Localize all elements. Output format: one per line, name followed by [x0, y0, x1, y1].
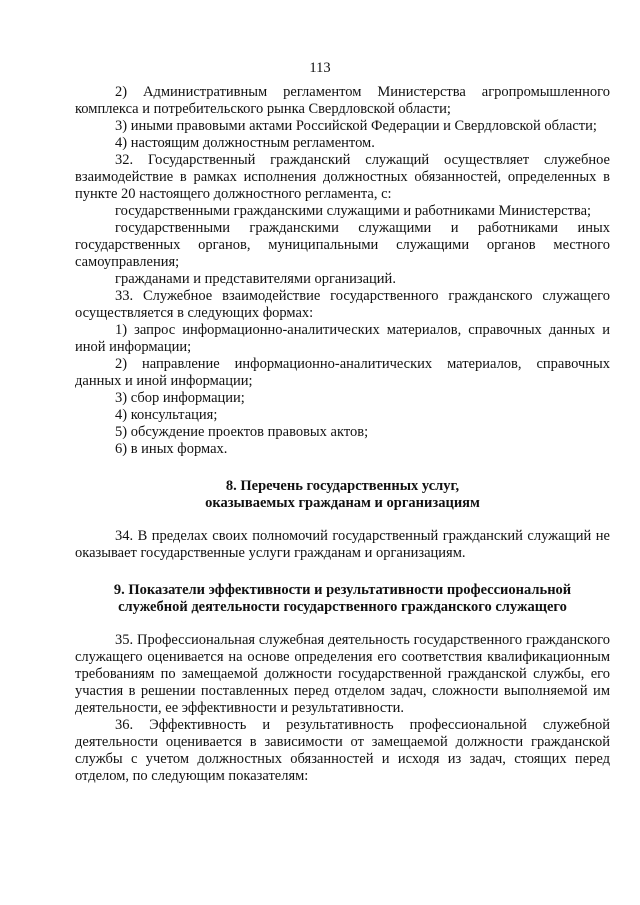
- paragraph-36: 36. Эффективность и результативность профессиональной служебной деятельности оценивается в зависимости от замещаемой должности гражданской службы с учетом должностных обязанностей и исходя из задач, стоящих перед отделом, по следующим показателям:: [75, 717, 610, 784]
- paragraph-32-item-a: государственными гражданскими служащими и работниками Министерства;: [115, 203, 592, 219]
- paragraph-32-item-c: гражданами и представителями организаций.: [115, 271, 396, 287]
- paragraph-35: 35. Профессиональная служебная деятельность государственного гражданского служащего оценивается на основе определения его соответствия квалификационным требованиям по замещаемой должности государственной гражданской службы, его участия в решении поставленных перед отделом задач, сложности выполняемой им деятельности, ее эффективности и результативности.: [75, 632, 610, 716]
- section-8-heading-line-1: 8. Перечень государственных услуг,: [225, 478, 460, 494]
- paragraph-32-item-b: государственными гражданскими служащими и работниками иных государственных органов, муниципальными служащими органов местного самоуправления;: [75, 220, 610, 270]
- paragraph-33-item-2: 2) направление информационно-аналитических материалов, справочных данных и иной информации;: [75, 356, 610, 389]
- section-9-heading-line-1: 9. Показатели эффективности и результативности профессиональной: [113, 582, 572, 598]
- section-8-heading-line-2: оказываемых гражданам и организациям: [205, 495, 480, 511]
- paragraph-item-4: 4) настоящим должностным регламентом.: [115, 135, 375, 151]
- paragraph-33-item-1: 1) запрос информационно-аналитических материалов, справочных данных и иной информации;: [75, 322, 610, 355]
- paragraph-item-3: 3) иными правовыми актами Российской Федерации и Свердловской области;: [115, 118, 597, 134]
- paragraph-33-item-5: 5) обсуждение проектов правовых актов;: [115, 424, 369, 440]
- page-number: 113: [309, 60, 331, 76]
- paragraph-33: 33. Служебное взаимодействие государственного гражданского служащего осуществляется в следующих формах:: [75, 288, 610, 321]
- paragraph-33-item-3: 3) сбор информации;: [115, 390, 245, 406]
- paragraph-item-2: 2) Административным регламентом Министерства агропромышленного комплекса и потребительского рынка Свердловской области;: [75, 84, 610, 117]
- paragraph-32: 32. Государственный гражданский служащий осуществляет служебное взаимодействие в рамках исполнения должностных обязанностей, определенных в пункте 20 настоящего должностного регламента, с:: [75, 152, 610, 202]
- document-body: [75, 84, 610, 785]
- paragraph-33-item-6: 6) в иных формах.: [115, 441, 228, 457]
- paragraph-34: 34. В пределах своих полномочий государственный гражданский служащий не оказывает государственные услуги гражданам и организациям.: [75, 528, 610, 561]
- paragraph-33-item-4: 4) консультация;: [115, 407, 218, 423]
- section-9-heading-line-2: служебной деятельности государственного гражданского служащего: [118, 599, 567, 615]
